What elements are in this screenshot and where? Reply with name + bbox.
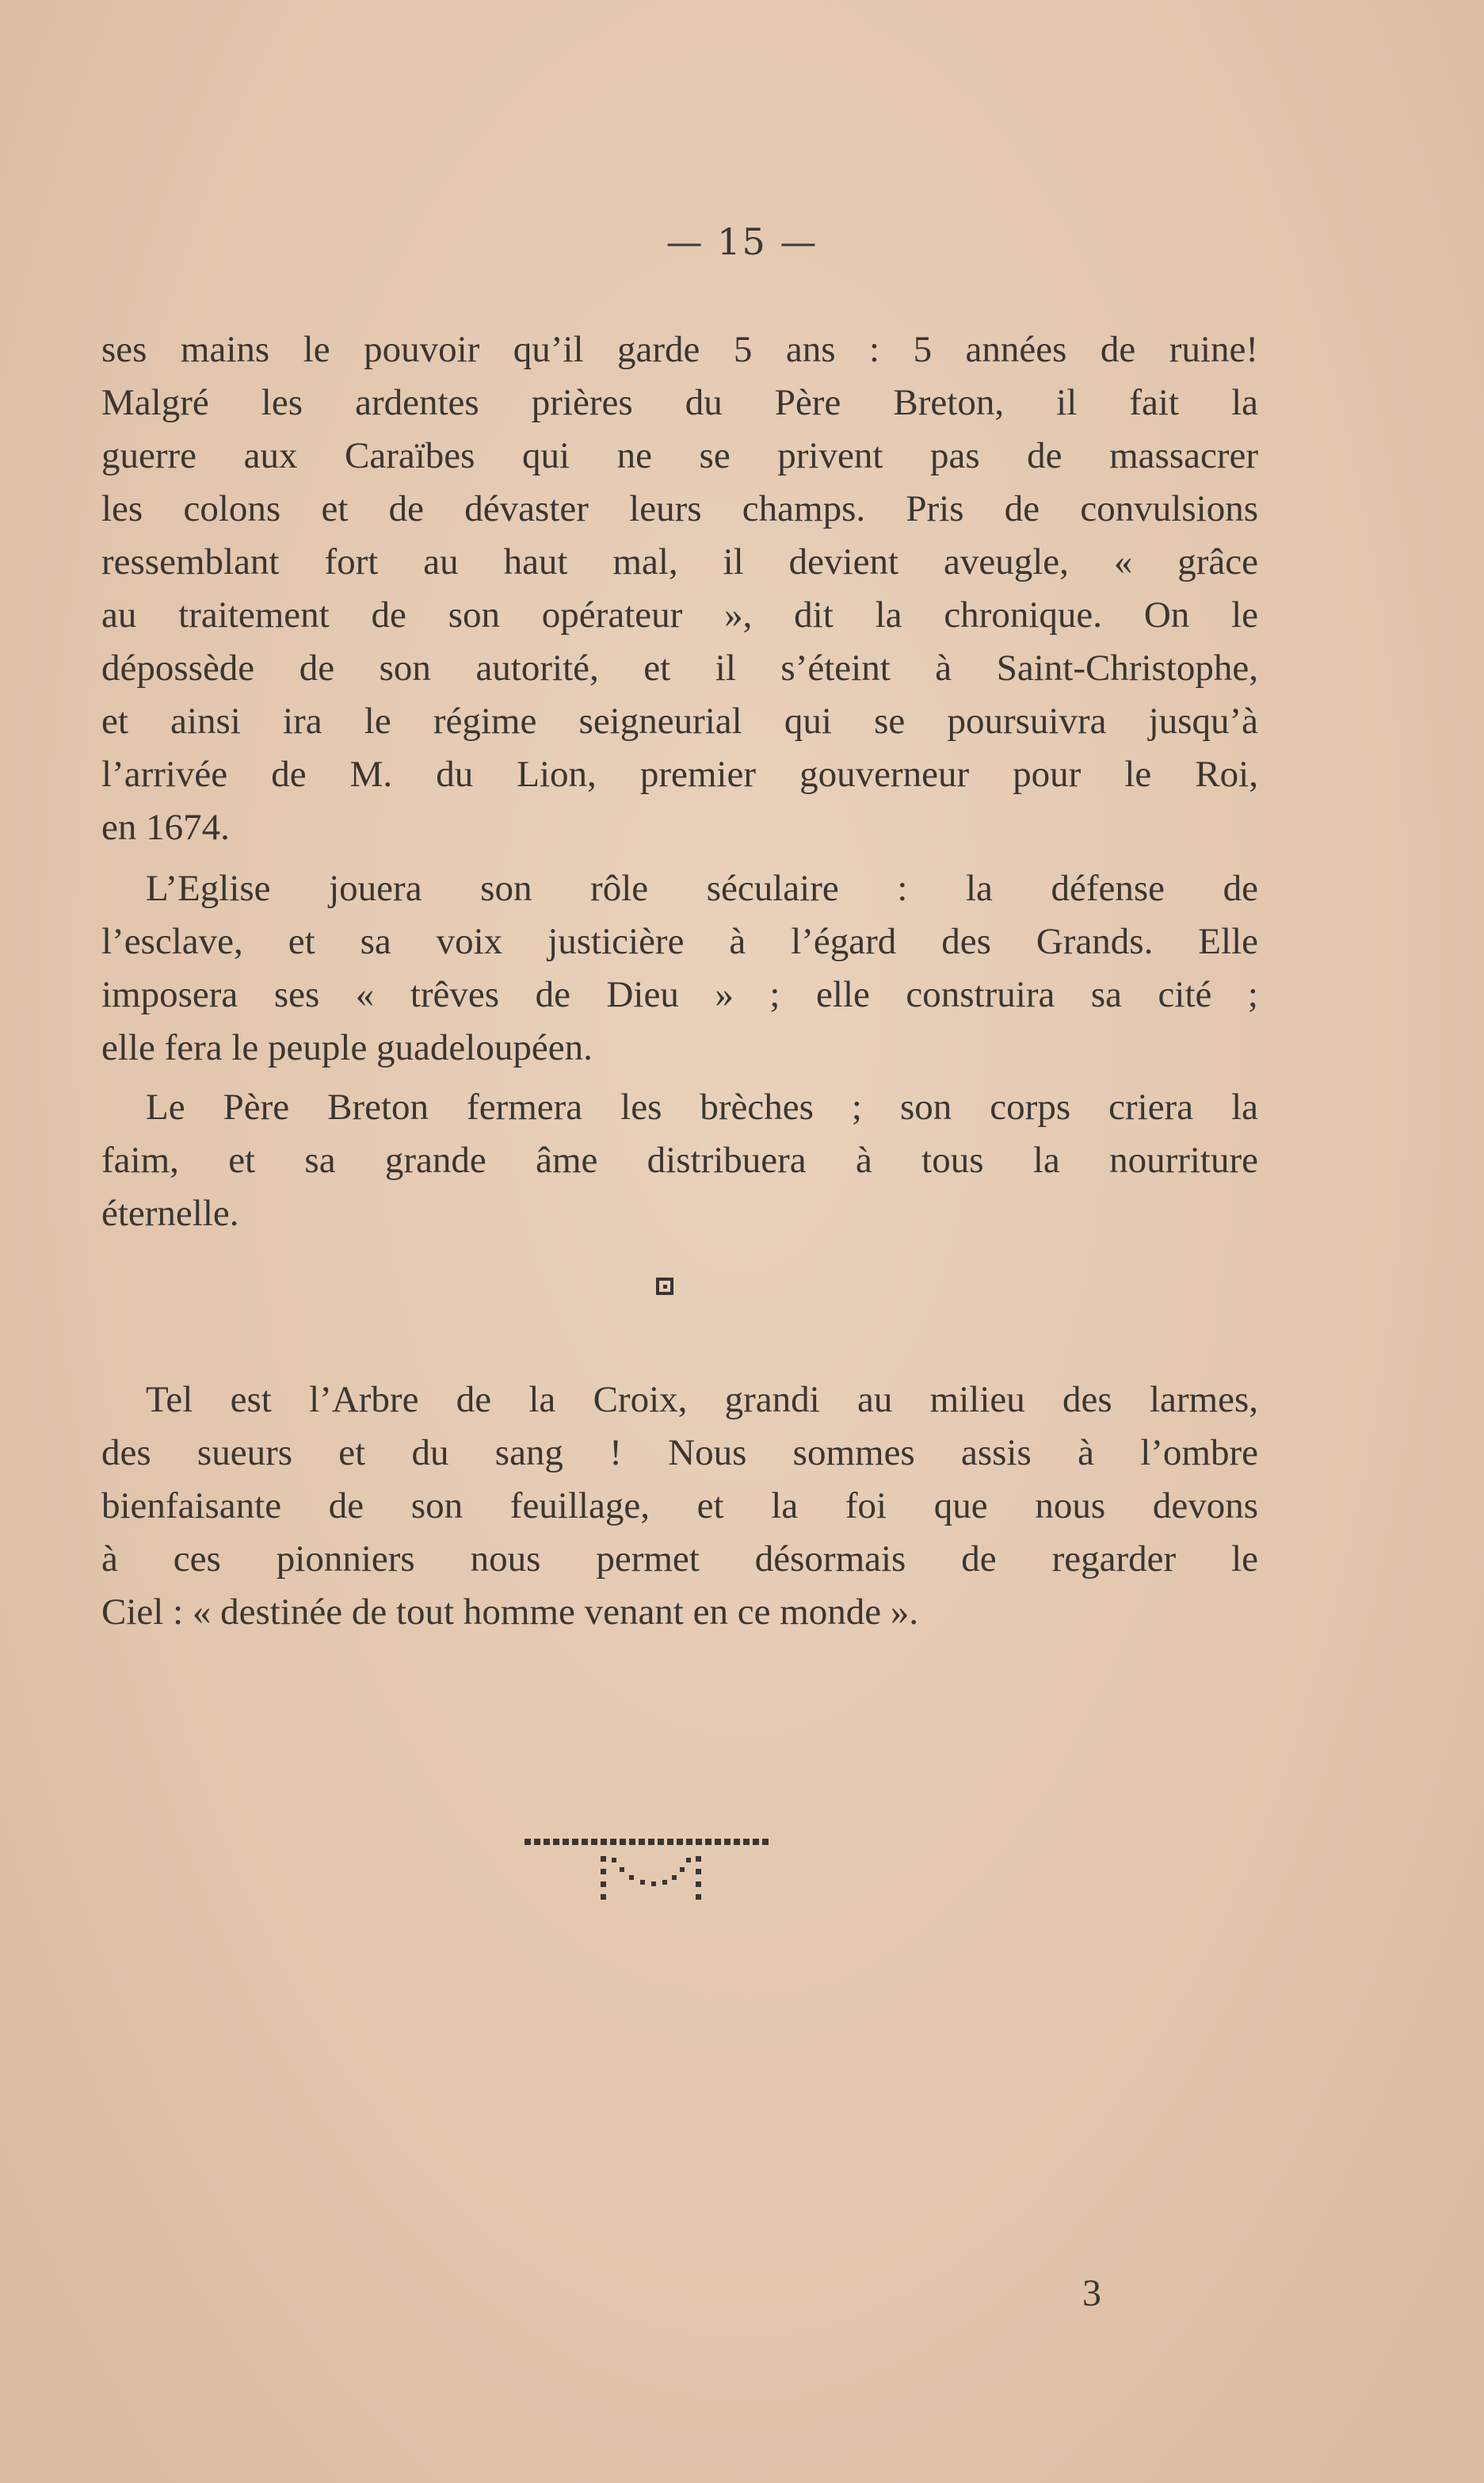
square-dot-icon <box>656 1278 673 1295</box>
text-line: ressemblant fort au haut mal, il devient aveugle, « grâce <box>101 541 1258 583</box>
text-line: faim, et sa grande âme distribuera à tous la nourriture <box>101 1140 1258 1181</box>
text-line: éternelle. <box>101 1193 239 1234</box>
text-line: guerre aux Caraïbes qui ne se privent pas de massacrer <box>101 435 1258 476</box>
text-line: à ces pionniers nous permet désormais de regarder le <box>101 1538 1258 1580</box>
dotted-tailpiece-icon <box>523 1831 813 1907</box>
text-line: au traitement de son opérateur », dit la chronique. On le <box>101 594 1258 636</box>
text-line: elle fera le peuple guadeloupéen. <box>101 1027 593 1068</box>
text-line: et ainsi ira le régime seigneurial qui se poursuivra jusqu’à <box>101 701 1258 742</box>
signature-mark: 3 <box>1082 2272 1101 2314</box>
text-line: ses mains le pouvoir qu’il garde 5 ans : 5 années de ruine! <box>101 329 1258 370</box>
text-line: des sueurs et du sang ! Nous sommes assis à l’ombre <box>101 1432 1258 1473</box>
text-line: bienfaisante de son feuillage, et la foi que nous devons <box>101 1485 1258 1526</box>
text-line: Ciel : « destinée de tout homme venant en ce monde ». <box>101 1591 919 1633</box>
text-line: l’arrivée de M. du Lion, premier gouverneur pour le Roi, <box>101 754 1258 795</box>
text-line: Malgré les ardentes prières du Père Breton, il fait la <box>101 382 1258 423</box>
text-line: L’Eglise jouera son rôle séculaire : la défense de <box>146 868 1258 909</box>
text-line: imposera ses « trêves de Dieu » ; elle construira sa cité ; <box>101 974 1258 1015</box>
text-line: les colons et de dévaster leurs champs. Pris de convulsions <box>101 488 1258 529</box>
text-line: en 1674. <box>101 807 230 848</box>
paragraph-1 <box>101 323 1258 854</box>
text-line: dépossède de son autorité, et il s’éteint à Saint-Christophe, <box>101 647 1258 689</box>
paragraph-2 <box>101 862 1258 1075</box>
page-number-header: — 15 — <box>666 220 818 263</box>
paragraph-4 <box>101 1373 1258 1639</box>
text-line: Tel est l’Arbre de la Croix, grandi au milieu des larmes, <box>146 1379 1258 1420</box>
text-line: l’esclave, et sa voix justicière à l’égard des Grands. Elle <box>101 921 1258 962</box>
paragraph-3 <box>101 1081 1258 1240</box>
text-line: Le Père Breton fermera les brèches ; son corps criera la <box>146 1087 1258 1128</box>
